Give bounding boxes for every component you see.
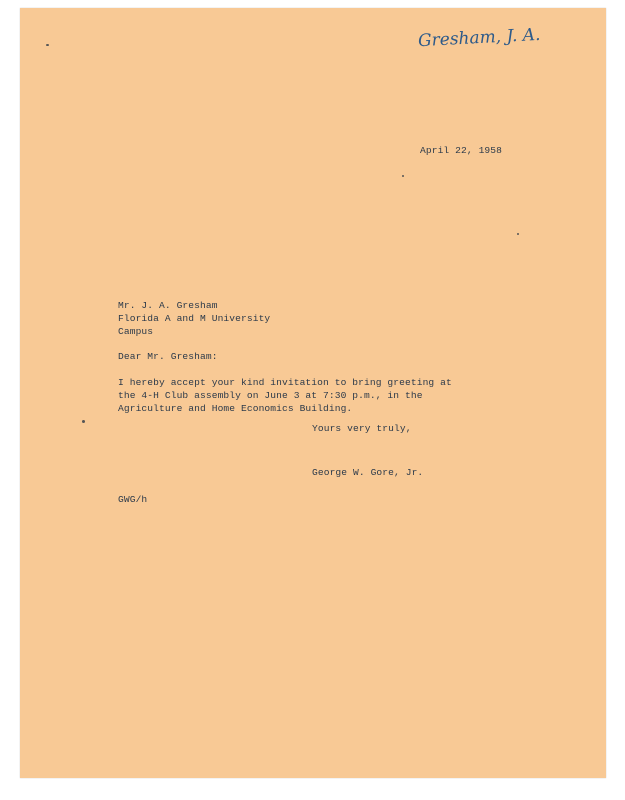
paper-speck (402, 175, 404, 177)
salutation: Dear Mr. Gresham: (118, 351, 218, 362)
recipient-institution: Florida A and M University (118, 313, 271, 324)
letter-paper (20, 8, 606, 778)
handwritten-filing-note: Gresham, J. A. (417, 24, 541, 52)
recipient-location: Campus (118, 326, 154, 337)
closing: Yours very truly, (312, 423, 412, 434)
recipient-name: Mr. J. A. Gresham (118, 300, 218, 311)
paper-speck (46, 44, 49, 46)
body-line: the 4-H Club assembly on June 3 at 7:30 p.m., in the (118, 390, 423, 401)
signature-name: George W. Gore, Jr. (312, 467, 424, 478)
paper-speck (82, 420, 85, 423)
typist-initials: GWG/h (118, 494, 148, 505)
letter-date: April 22, 1958 (420, 145, 503, 156)
body-line: I hereby accept your kind invitation to bring greeting at (118, 377, 452, 388)
body-line: Agriculture and Home Economics Building. (118, 403, 353, 414)
paper-speck (517, 233, 519, 235)
